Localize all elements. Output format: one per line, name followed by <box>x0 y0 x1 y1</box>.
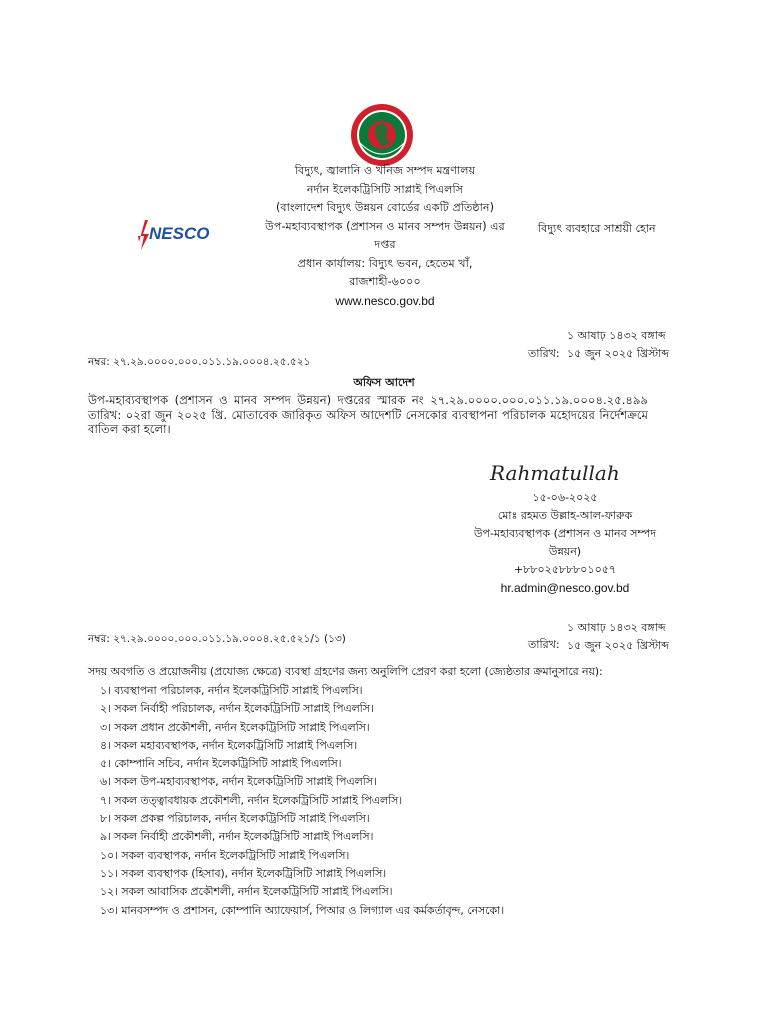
list-item: ১৩। মানবসম্পদ ও প্রশাসন, কোম্পানি অ্যাফেয়ার্স, পিআর ও লিগ্যাল এর কর্মকর্তাবৃন্দ, নেসকো। <box>100 903 505 917</box>
list-item: ১০। সকল ব্যবস্থাপক, নর্দান ইলেকট্রিসিটি সাপ্লাই পিএলসি। <box>100 848 350 862</box>
office-line-1: উপ-মহাব্যবস্থাপক (প্রশাসন ও মানব সম্পদ উন্নয়ন) এর <box>265 219 505 233</box>
list-item: ৭। সকল তত্ত্বাবধায়ক প্রকৌশলী, নর্দান ইলেকট্রিসিটি সাপ্লাই পিএলসি। <box>100 793 403 807</box>
copy-intro: সদয় অবগতি ও প্রয়োজনীয় (প্রযোজ্য ক্ষেত্রে) ব্যবস্থা গ্রহণের জন্য অনুলিপি প্রেরণ করা হলো (জ্যেষ্ঠতার ক্রমানুসারে নয়): <box>88 665 603 678</box>
list-item: ২। সকল নির্বাহী পরিচালক, নর্দান ইলেকট্রিসিটি সাপ্লাই পিএলসি। <box>100 702 374 716</box>
address-line-2: রাজশাহী-৬০০০ <box>349 275 421 288</box>
signatory-name: মোঃ রহমত উল্লাহ-আল-ফারুক <box>497 509 633 522</box>
copy-date-english: ১৫ জুন ২০২৫ খ্রিস্টাব্দ <box>567 639 669 652</box>
government-emblem <box>350 103 414 167</box>
list-item: ১। ব্যবস্থাপনা পরিচালক, নর্দান ইলেকট্রিসিটি সাপ্লাই পিএলসি। <box>100 684 363 697</box>
designation-line-1: উপ-মহাব্যবস্থাপক (প্রশাসন ও মানব সম্পদ <box>473 527 657 540</box>
company-name: নর্দান ইলেকট্রিসিটি সাপ্লাই পিএলসি <box>306 182 464 196</box>
signatory-block <box>470 489 660 597</box>
nesco-logo-text: NESCO <box>149 224 210 243</box>
list-item: ৪। সকল মহাব্যবস্থাপক, নর্দান ইলেকট্রিসিটি সাপ্লাই পিএলসি। <box>100 738 358 752</box>
nesco-logo <box>135 212 210 252</box>
date-bangla: ১ আষাঢ় ১৪৩২ বঙ্গাব্দ <box>567 329 666 342</box>
signature-date: ১৫-০৬-২০২৫ <box>532 491 598 504</box>
date-label: তারিখ: <box>528 347 560 360</box>
list-item: ৩। সকল প্রধান প্রকৌশলী, নর্দান ইলেকট্রিসিটি সাপ্লাই পিএলসি। <box>100 720 370 734</box>
designation-line-2: উন্নয়ন) <box>548 545 582 558</box>
email-link[interactable]: hr.admin@nesco.gov.bd <box>500 581 630 595</box>
list-item: ৫। কোম্পানি সচিব, নর্দান ইলেকট্রিসিটি সাপ্লাই পিএলসি। <box>100 757 342 771</box>
office-line-2: দপ্তর <box>374 238 396 251</box>
copy-list <box>100 682 504 920</box>
ministry-name: বিদ্যুৎ, জ্বালানি ও খনিজ সম্পদ মন্ত্রণালয় <box>294 164 476 177</box>
phone-number: +৮৮০২৫৮৮৮০১০৫৭ <box>513 563 617 576</box>
copy-date-bangla: ১ আষাঢ় ১৪৩২ বঙ্গাব্দ <box>567 621 666 634</box>
date-block-1 <box>567 327 669 363</box>
copy-memo-number: নম্বর: ২৭.২৯.০০০০.০০০.০১১.১৯.০০০৪.২৫.৫২১/১ (১৩) <box>88 633 346 645</box>
address-line-1: প্রধান কার্যালয়: বিদ্যুৎ ভবন, হেতেম খাঁ, <box>297 256 473 270</box>
memo-number: নম্বর: ২৭.২৯.০০০০.০০০.০১১.১৯.০০০৪.২৫.৫২১ <box>88 356 311 368</box>
order-title: অফিস আদেশ <box>353 376 415 389</box>
list-item: ৯। সকল নির্বাহী প্রকৌশলী, নর্দান ইলেকট্রিসিটি সাপ্লাই পিএলসি। <box>100 830 374 844</box>
date-english: ১৫ জুন ২০২৫ খ্রিস্টাব্দ <box>567 347 669 360</box>
svg-text:Rahmatullah: Rahmatullah <box>490 461 620 485</box>
list-item: ১২। সকল আবাসিক প্রকৌশলী, নর্দান ইলেকট্রিসিটি সাপ্লাই পিএলসি। <box>100 885 393 899</box>
order-body: উপ-মহাব্যবস্থাপক (প্রশাসন ও মানব সম্পদ উন্নয়ন) দপ্তরের স্মারক নং ২৭.২৯.০০০০.০০০.০১১.১৯.০০০৪.২৫.৪৯৯ তারিখ: ০২রা জুন ২০২৫ খ্রি. মোতাবেক জারিকৃত অফিস আদেশটি নেসকোর ব্যবস্থাপনা পরিচালক মহোদয়ের নির্দেশক্রমে বাতিল করা হলো। <box>88 393 648 436</box>
date-block-2 <box>567 619 669 655</box>
handwritten-signature <box>488 450 620 490</box>
slogan: বিদ্যুৎ ব্যবহারে সাশ্রয়ী হোন <box>538 222 656 235</box>
company-note: (বাংলাদেশ বিদ্যুৎ উন্নয়ন বোর্ডের একটি প্রতিষ্ঠান) <box>276 201 494 214</box>
copy-date-label: তারিখ: <box>528 638 560 651</box>
website-link[interactable]: www.nesco.gov.bd <box>335 293 435 308</box>
letterhead <box>240 162 530 310</box>
list-item: ১১। সকল ব্যবস্থাপক (হিসাব), নর্দান ইলেকট্রিসিটি সাপ্লাই পিএলসি। <box>100 866 387 880</box>
list-item: ৬। সকল উপ-মহাব্যবস্থাপক, নর্দান ইলেকট্রিসিটি সাপ্লাই পিএলসি। <box>100 775 377 789</box>
list-item: ৮। সকল প্রকল্প পরিচালক, নর্দান ইলেকট্রিসিটি সাপ্লাই পিএলসি। <box>100 812 370 826</box>
